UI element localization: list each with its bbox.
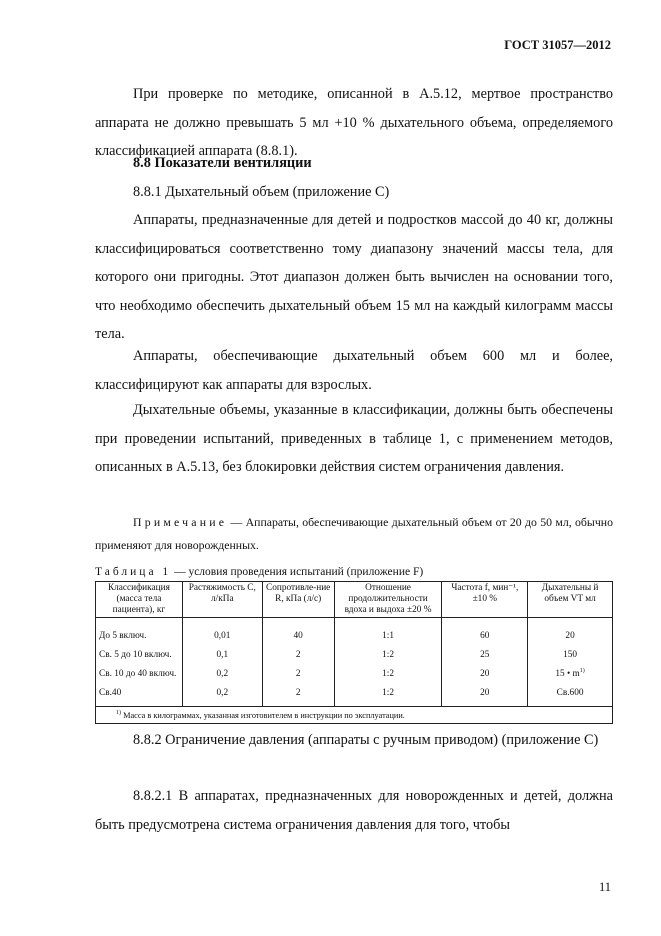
table-cell: 0,2 bbox=[182, 683, 262, 707]
table-cell bbox=[528, 664, 613, 683]
table-header-cell: Растяжимость C, л/кПа bbox=[182, 582, 262, 618]
table-caption-label: Таблица 1 bbox=[95, 566, 172, 578]
note bbox=[95, 511, 613, 557]
table-cell: 2 bbox=[262, 664, 334, 683]
table-cell: 20 bbox=[442, 683, 528, 707]
table-row bbox=[96, 664, 613, 683]
table-row bbox=[96, 683, 613, 707]
paragraph-text: При проверке по методике, описанной в А.5.12, мертвое пространство аппарата не должно превышать 5 мл +10 % дыхательного объема, определяемого классификацией аппарата (8.8.1). bbox=[95, 86, 613, 159]
footnote-mark: 1) bbox=[116, 710, 121, 717]
note-label: Примечание bbox=[133, 515, 228, 529]
table-cell: 25 bbox=[442, 645, 528, 664]
table-cell: 20 bbox=[528, 618, 613, 646]
footnote-text: Масса в килограммах, указанная изготовителем в инструкции по эксплуатации. bbox=[123, 710, 405, 720]
note-text: — Аппараты, обеспечивающие дыхательный объем от 20 до 50 мл, обычно применяют для новорожденных. bbox=[95, 515, 613, 552]
paragraph-text: Дыхательные объемы, указанные в классификации, должны быть обеспечены при проведении испытаний, приведенных в таблице 1, с применением методов, описанных в А.5.13, без блокировки действия систем ограничения давления. bbox=[95, 402, 613, 475]
table-cell: 1:2 bbox=[334, 683, 442, 707]
table-cell: 20 bbox=[442, 664, 528, 683]
paragraph-children bbox=[95, 206, 613, 349]
document-header: ГОСТ 31057—2012 bbox=[504, 38, 611, 52]
table-cell: Св. 5 до 10 включ. bbox=[96, 645, 183, 664]
paragraph-adults bbox=[95, 342, 613, 399]
table-cell: 60 bbox=[442, 618, 528, 646]
paragraph-text: Аппараты, обеспечивающие дыхательный объем 600 мл и более, классифицируют как аппараты для взрослых. bbox=[95, 348, 613, 393]
table-cell: 1:2 bbox=[334, 664, 442, 683]
table-cell: 1:2 bbox=[334, 645, 442, 664]
table-footnote bbox=[96, 707, 613, 724]
table-cell: 150 bbox=[528, 645, 613, 664]
table-header-cell: Отношение продолжительности вдоха и выдоха ±20 % bbox=[334, 582, 442, 618]
table-footnote-row bbox=[96, 707, 613, 724]
subsection-8-8-2 bbox=[95, 726, 613, 755]
table-cell: 2 bbox=[262, 683, 334, 707]
subsection-text: 8.8.1 Дыхательный объем (приложение С) bbox=[133, 184, 390, 200]
subsection-text: 8.8.2 Ограничение давления (аппараты с ручным приводом) (приложение С) bbox=[133, 732, 599, 748]
paragraph-8-8-2-1 bbox=[95, 782, 613, 839]
table-cell: 2 bbox=[262, 645, 334, 664]
test-conditions-table bbox=[95, 581, 613, 724]
table-cell: До 5 включ. bbox=[96, 618, 183, 646]
table-row bbox=[96, 618, 613, 646]
table-cell: 0,2 bbox=[182, 664, 262, 683]
footnote-mark: 1) bbox=[579, 667, 585, 674]
paragraph-volumes bbox=[95, 396, 613, 482]
section-title: 8.8 Показатели вентиляции bbox=[133, 155, 312, 171]
table-header-cell: Дыхательны й объем VT мл bbox=[528, 582, 613, 618]
table-caption bbox=[95, 566, 423, 578]
table-cell: 0,1 bbox=[182, 645, 262, 664]
table-cell-value: 15 • m bbox=[555, 669, 580, 680]
table-cell: Св.600 bbox=[528, 683, 613, 707]
page-number: 11 bbox=[598, 880, 611, 894]
table-cell: 0,01 bbox=[182, 618, 262, 646]
table-cell: Св. 10 до 40 включ. bbox=[96, 664, 183, 683]
subsection-8-8-1 bbox=[95, 178, 613, 207]
table-header-cell: Частота f, мин⁻¹, ±10 % bbox=[442, 582, 528, 618]
table-cell: 1:1 bbox=[334, 618, 442, 646]
table-header-cell: Сопротивле-ние R, кПа (л/с) bbox=[262, 582, 334, 618]
paragraph-text: Аппараты, предназначенные для детей и подростков массой до 40 кг, должны классифицироваться соответственно тому диапазону значений массы тела, для которого они пригодны. Этот диапазон должен быть вычислен на основании того, что необходимо обеспечить дыхательный объем 15 мл на каждый килограмм массы тела. bbox=[95, 212, 613, 342]
table-header-cell: Классификация (масса тела пациента), кг bbox=[96, 582, 183, 618]
table-header-row bbox=[96, 582, 613, 618]
table-caption-text: — условия проведения испытаний (приложение F) bbox=[171, 566, 424, 578]
table-cell: 40 bbox=[262, 618, 334, 646]
table-cell: Св.40 bbox=[96, 683, 183, 707]
paragraph-text: 8.8.2.1 В аппаратах, предназначенных для новорожденных и детей, должна быть предусмотрена система ограничения давления для того, чтобы bbox=[95, 788, 613, 833]
table-row bbox=[96, 645, 613, 664]
paragraph-deadspace bbox=[95, 80, 613, 166]
